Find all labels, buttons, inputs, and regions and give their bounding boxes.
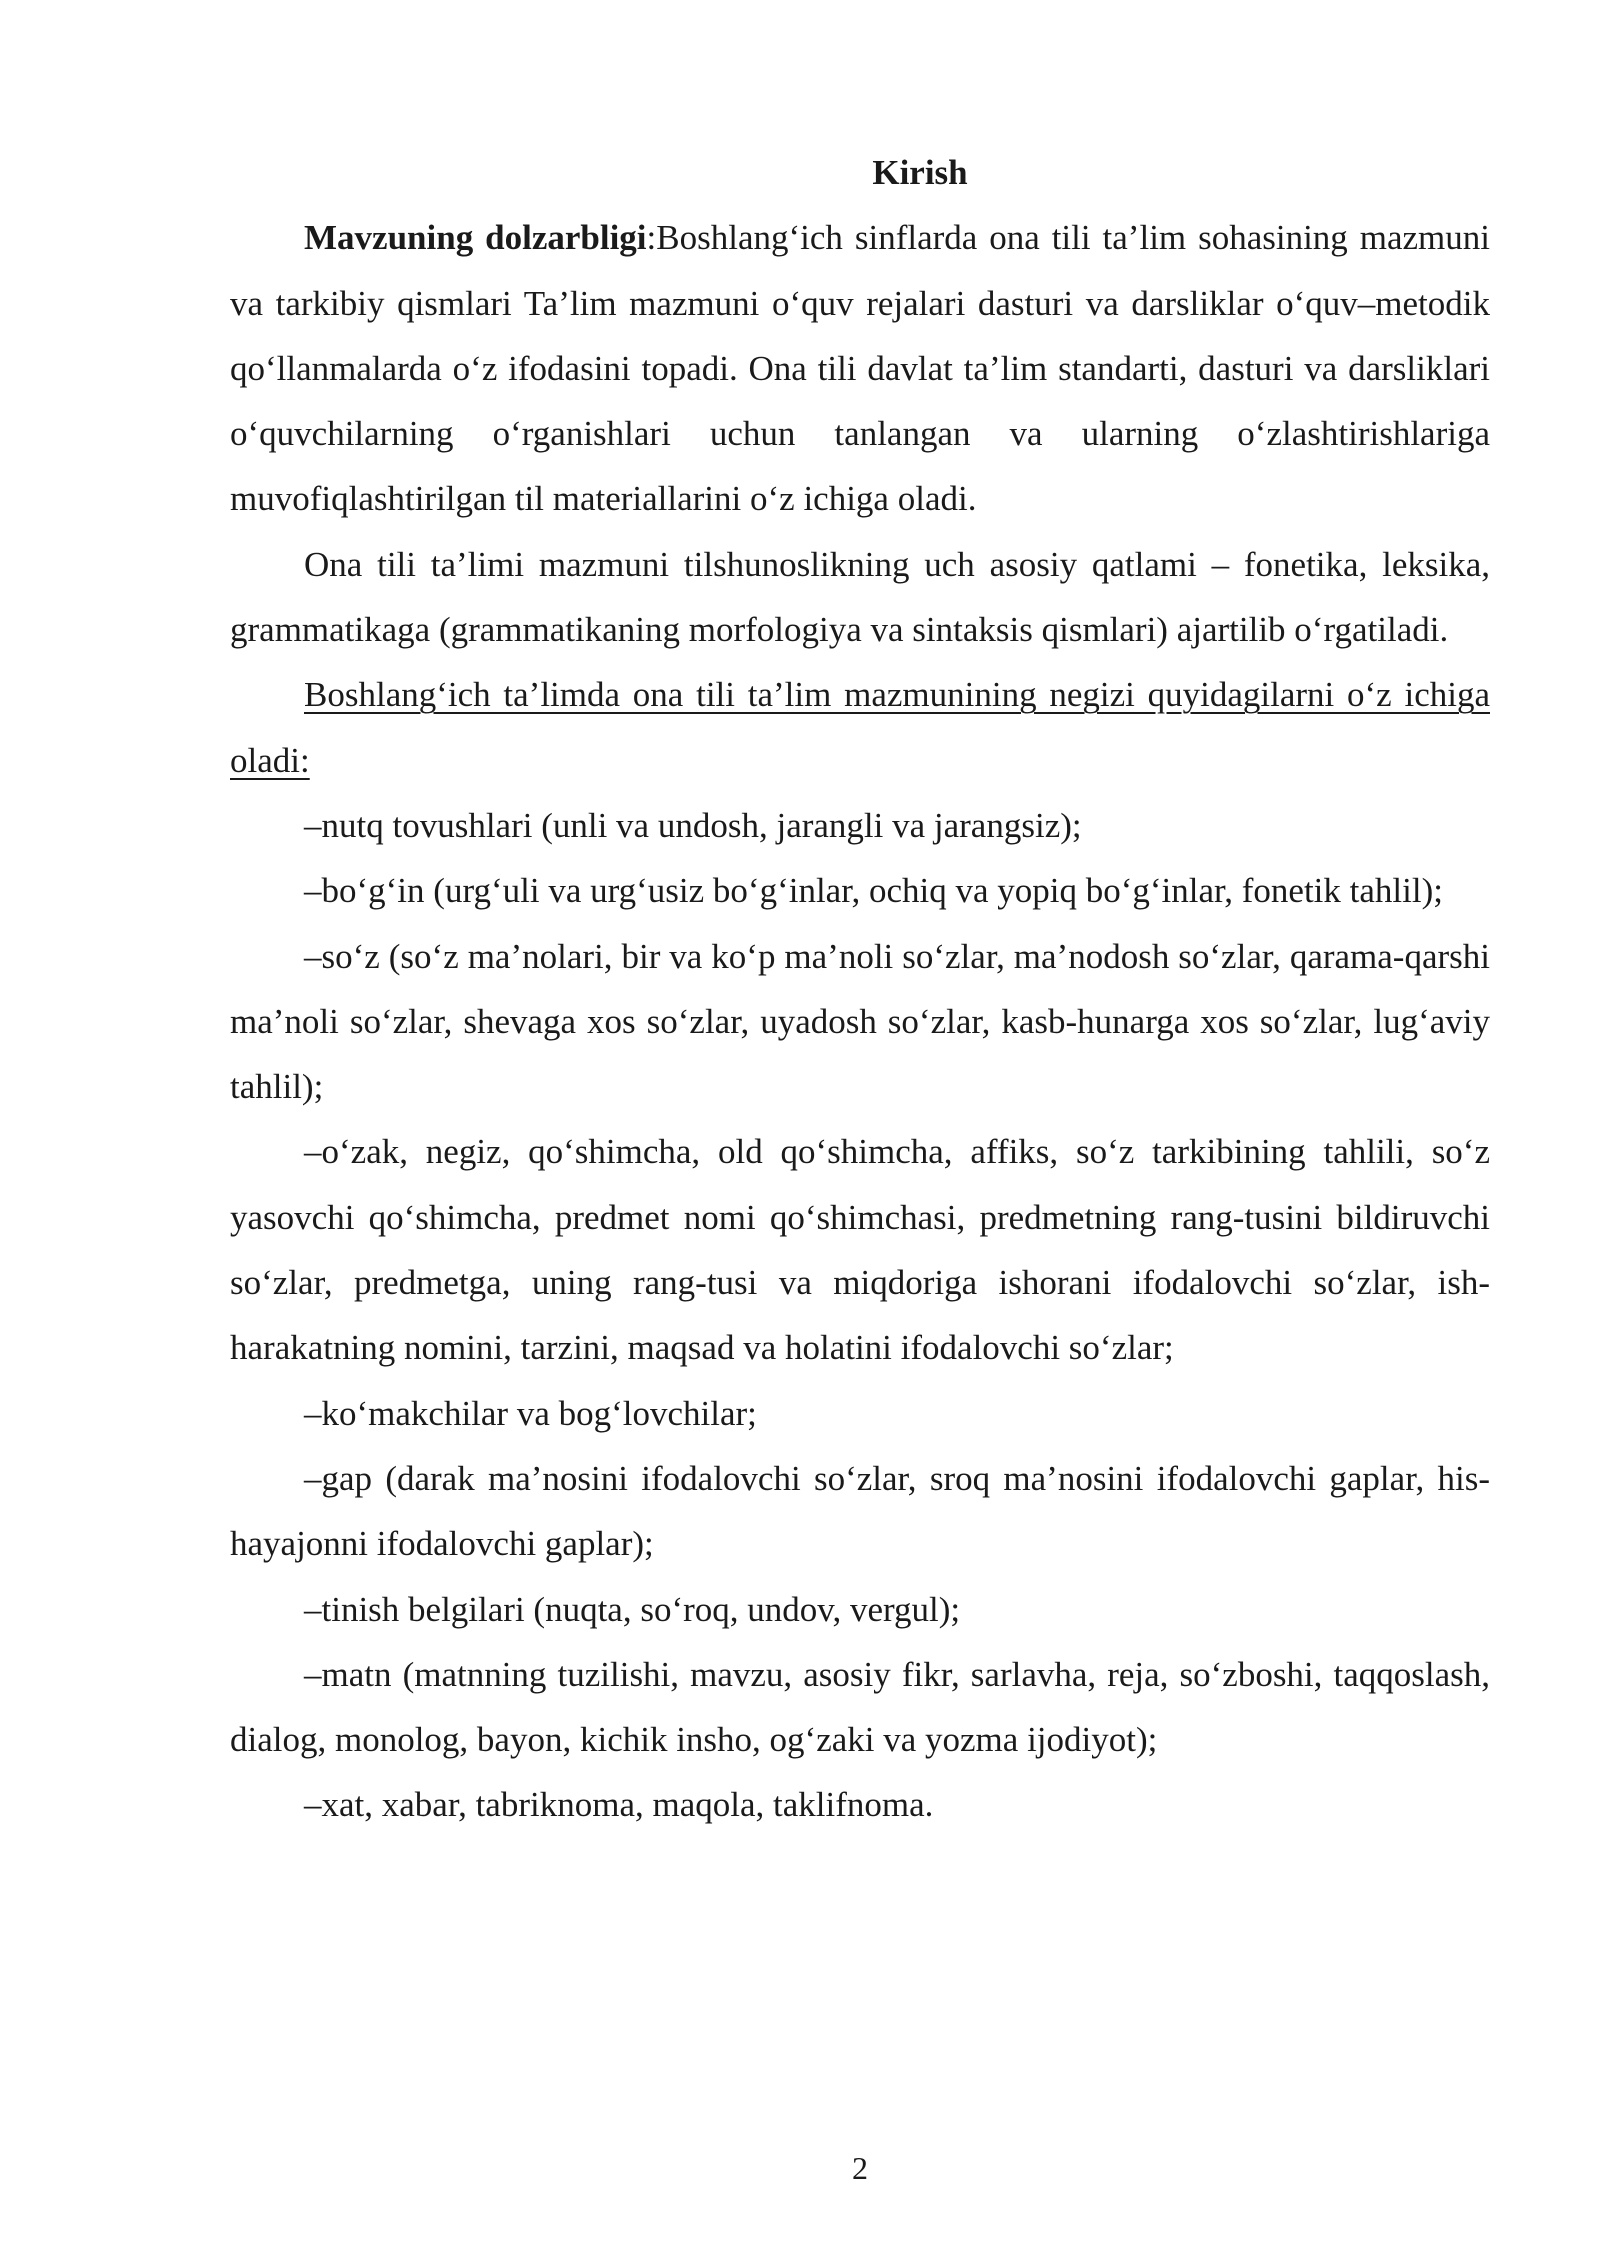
document-body: [230, 140, 1490, 1838]
list-item: –matn (matnning tuzilishi, mavzu, asosiy fikr, sarlavha, reja, so‘zboshi, taqqoslash, dialog, monolog, bayon, kichik insho, og‘zaki va yozma ijodiyot);: [230, 1654, 1490, 1760]
list-heading: [230, 662, 1490, 793]
list-heading-text: Boshlang‘ich ta’limda ona tili ta’lim mazmunining negizi quyidagilarni o‘z ichiga oladi:: [230, 675, 1490, 780]
list-item: –ko‘makchilar va bog‘lovchilar;: [304, 1393, 757, 1433]
list-item: –tinish belgilari (nuqta, so‘roq, undov, vergul);: [304, 1589, 961, 1629]
list-item: –so‘z (so‘z ma’nolari, bir va ko‘p ma’noli so‘zlar, ma’nodosh so‘zlar, qarama-qarshi ma’noli so‘zlar, shevaga xos so‘zlar, uyadosh so‘zlar, kasb-hunarga xos so‘zlar, lug‘aviy tahlil);: [230, 936, 1490, 1107]
intro-label: Mavzuning dolzarbligi: [304, 218, 647, 258]
list-item: –gap (darak ma’nosini ifodalovchi so‘zlar, sroq ma’nosini ifodalovchi gaplar, his-hayajonni ifodalovchi gaplar);: [230, 1458, 1490, 1564]
intro-separator: :: [646, 218, 657, 258]
list-item: –xat, xabar, tabriknoma, maqola, taklifnoma.: [304, 1785, 934, 1825]
page-number: 2: [852, 2150, 868, 2186]
paragraph-layers: Ona tili ta’limi mazmuni tilshunoslikning uch asosiy qatlami – fonetika, leksika, grammatikaga (grammatikaning morfologiya va sintaksis qismlari) ajartilib o‘rgatiladi.: [230, 544, 1490, 650]
page-title: Kirish: [872, 153, 968, 192]
intro-paragraph: [230, 205, 1490, 531]
list-item: –o‘zak, negiz, qo‘shimcha, old qo‘shimcha, affiks, so‘z tarkibining tahlili, so‘z yasovchi qo‘shimcha, predmet nomi qo‘shimchasi, predmetning rang-tusini bildiruvchi so‘zlar, predmetga, uning rang-tusi va miqdoriga ishorani ifodalovchi so‘zlar, ish-harakatning nomini, tarzini, maqsad va holatini ifodalovchi so‘zlar;: [230, 1132, 1490, 1368]
list-item: –nutq tovushlari (unli va undosh, jarangli va jarangsiz);: [304, 805, 1082, 845]
intro-text: Boshlang‘ich sinflarda ona tili ta’lim sohasining mazmuni va tarkibiy qismlari Ta’lim mazmuni o‘quv rejalari dasturi va darsliklar o‘quv–metodik qo‘llanmalarda o‘z ifodasini topadi. Ona tili davlat ta’lim standarti, dasturi va darsliklari o‘quvchilarning o‘rganishlari uchun tanlangan va ularning o‘zlashtirishlariga muvofiqlashtirilgan til materiallarini o‘z ichiga oladi.: [230, 218, 1490, 519]
list-item: –bo‘g‘in (urg‘uli va urg‘usiz bo‘g‘inlar, ochiq va yopiq bo‘g‘inlar, fonetik tahlil);: [304, 871, 1443, 911]
